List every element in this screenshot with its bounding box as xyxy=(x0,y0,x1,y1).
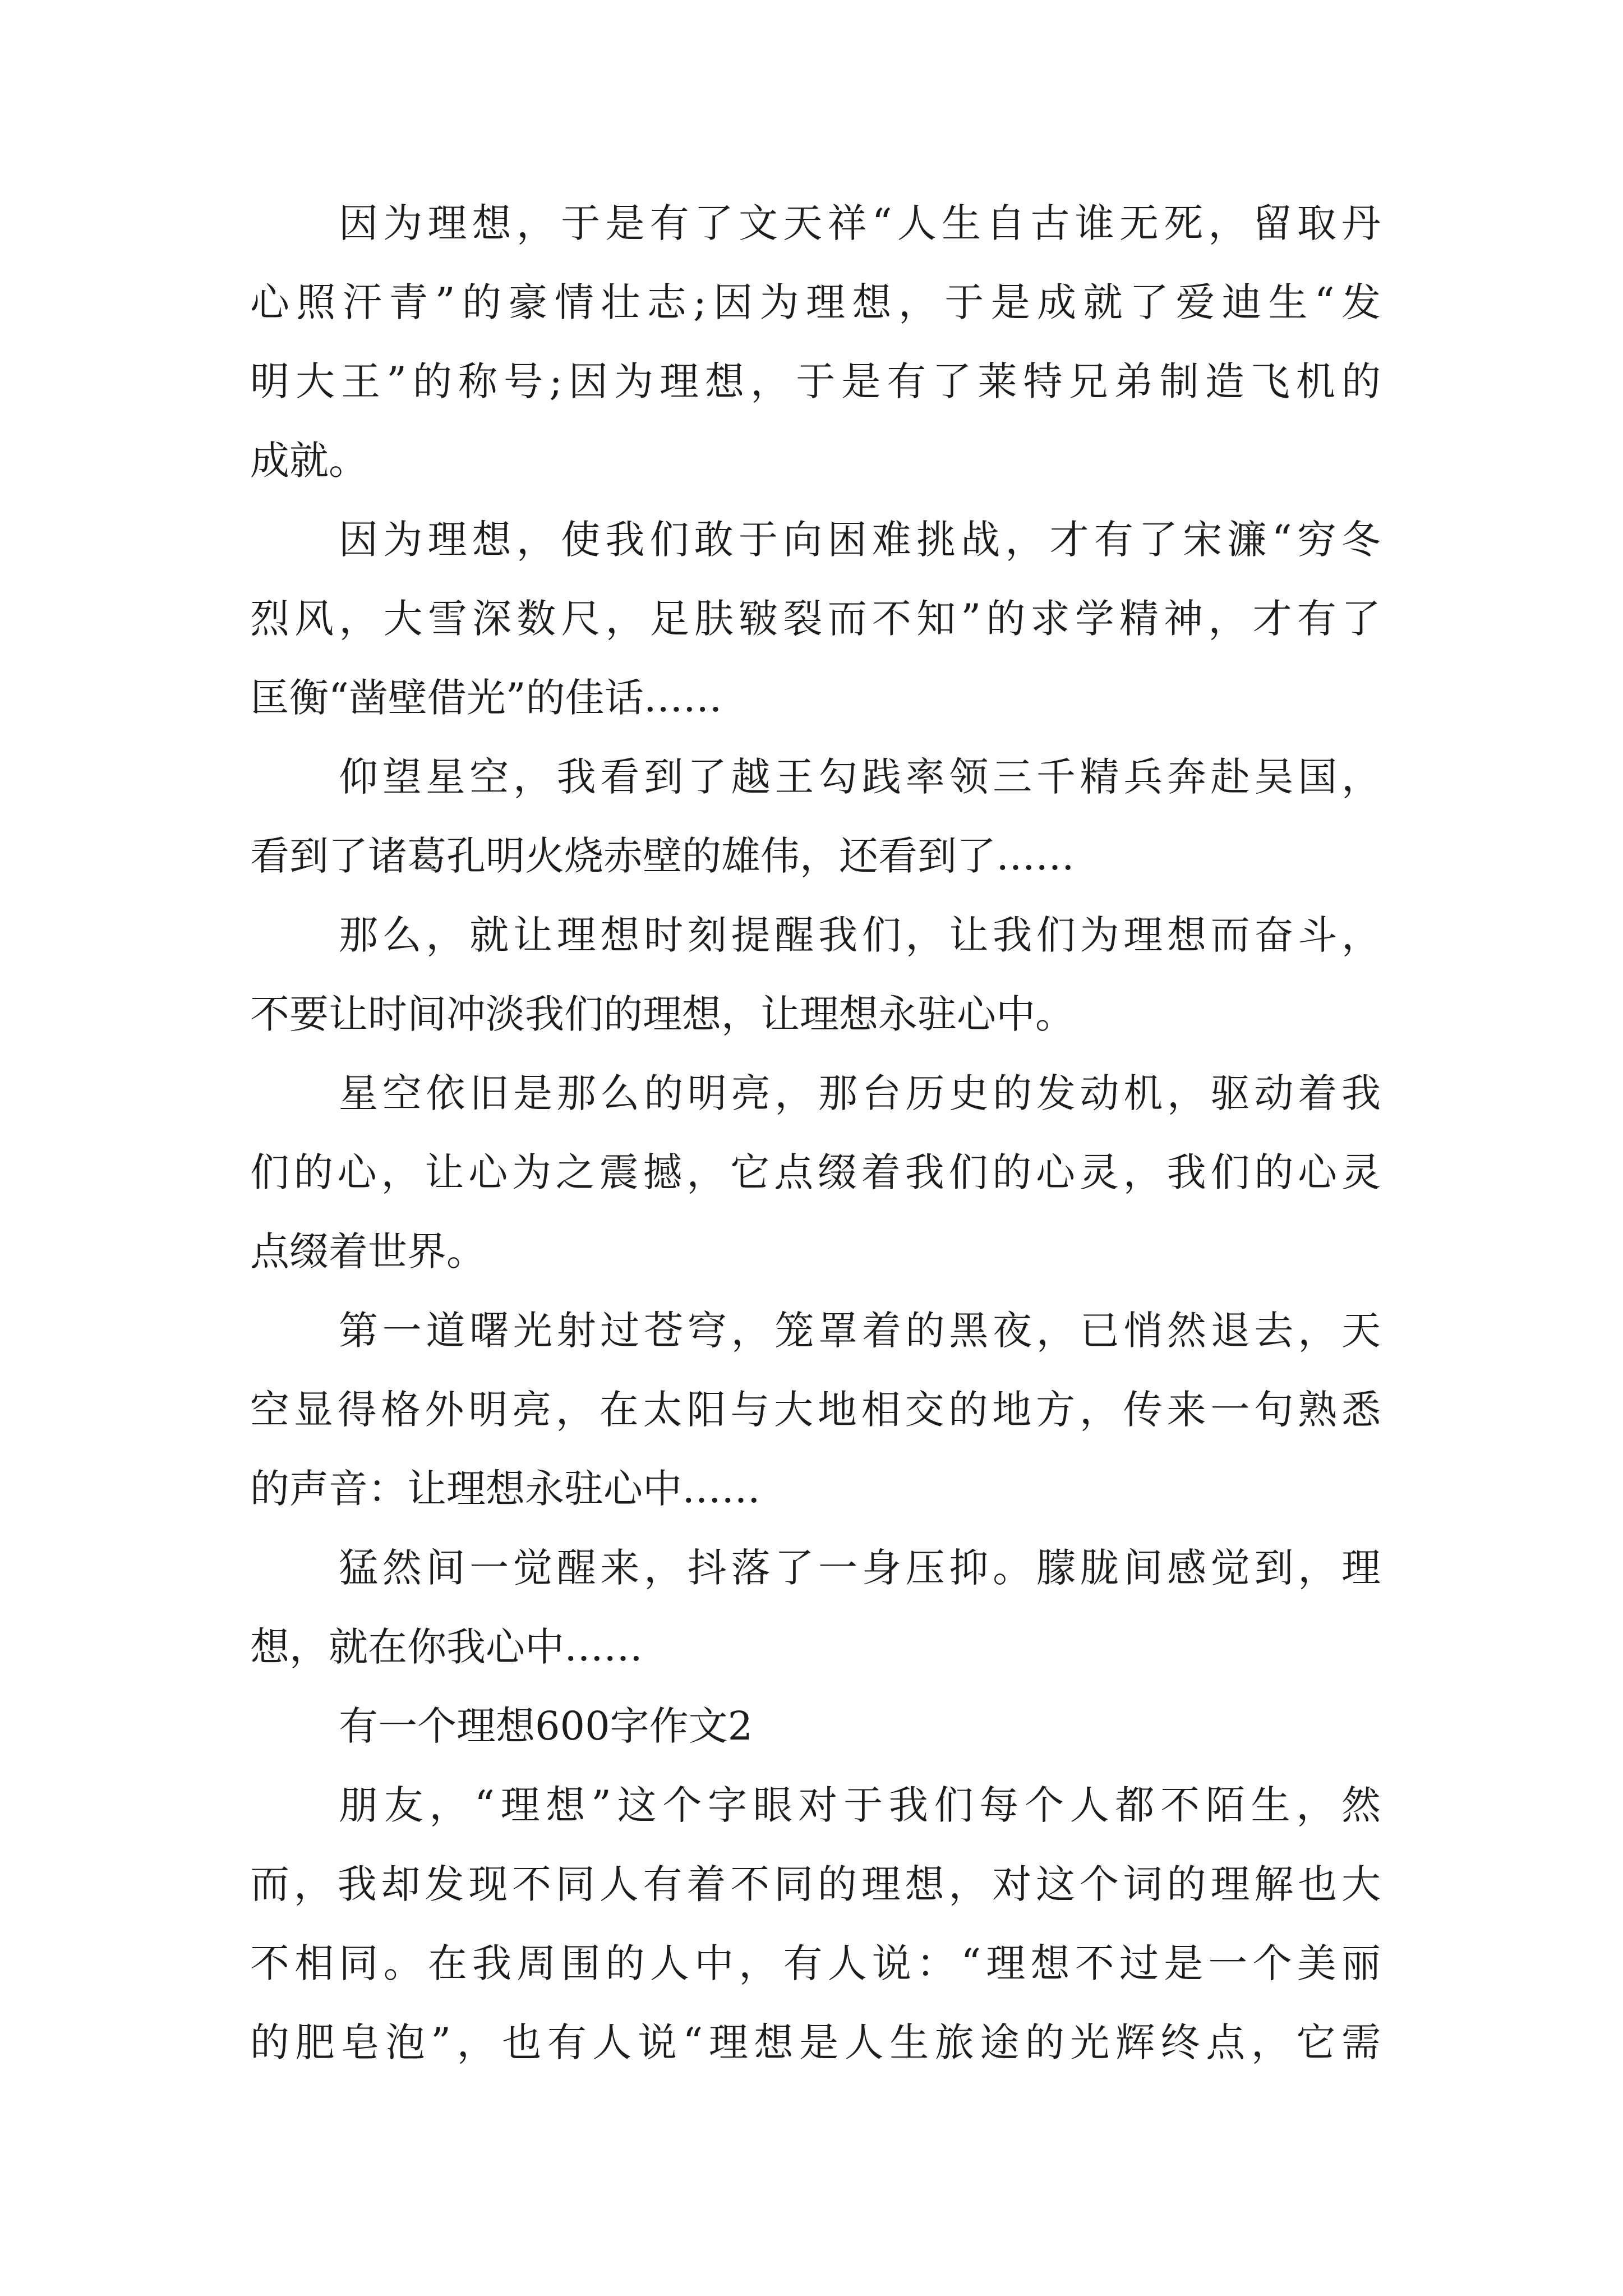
text-line: 匡衡“凿壁借光”的佳话…… xyxy=(250,675,722,721)
text-line: 心照汗青”的豪情壮志;因为理想，于是成就了爱迪生“发 xyxy=(250,279,1381,325)
text-line: 们的心，让心为之震撼，它点缀着我们的心灵，我们的心灵 xyxy=(250,1149,1381,1195)
text-line: 想，就在你我心中…… xyxy=(250,1624,643,1670)
text-line: 的声音：让理想永驻心中…… xyxy=(250,1466,760,1512)
text-line: 因为理想，于是有了文天祥“人生自古谁无死，留取丹 xyxy=(339,200,1381,246)
text-line: 仰望星空，我看到了越王勾践率领三千精兵奔赴吴国， xyxy=(339,754,1381,800)
text-line: 猛然间一觉醒来，抖落了一身压抑。朦胧间感觉到，理 xyxy=(339,1545,1381,1591)
text-line: 朋友，“理想”这个字眼对于我们每个人都不陌生，然 xyxy=(339,1782,1381,1828)
text-line: 的肥皂泡”，也有人说“理想是人生旅途的光辉终点，它需 xyxy=(250,2019,1381,2065)
text-line: 星空依旧是那么的明亮，那台历史的发动机，驱动着我 xyxy=(339,1070,1381,1116)
text-line: 烈风，大雪深数尺，足肤皲裂而不知”的求学精神，才有了 xyxy=(250,596,1381,642)
text-line: 明大王”的称号;因为理想，于是有了莱特兄弟制造飞机的 xyxy=(250,358,1381,404)
text-line: 因为理想，使我们敢于向困难挑战，才有了宋濂“穷冬 xyxy=(339,517,1381,563)
text-line: 那么，就让理想时刻提醒我们，让我们为理想而奋斗， xyxy=(339,912,1381,958)
text-line: 第一道曙光射过苍穹，笼罩着的黑夜，已悄然退去，天 xyxy=(339,1308,1381,1354)
text-line: 空显得格外明亮，在太阳与大地相交的地方，传来一句熟悉 xyxy=(250,1387,1381,1433)
text-line: 点缀着世界。 xyxy=(250,1228,486,1274)
text-line: 不要让时间冲淡我们的理想，让理想永驻心中。 xyxy=(250,991,1075,1037)
text-line: 不相同。在我周围的人中，有人说：“理想不过是一个美丽 xyxy=(250,1940,1381,1986)
text-line: 成就。 xyxy=(250,438,368,484)
text-line: 而，我却发现不同人有着不同的理想，对这个词的理解也大 xyxy=(250,1861,1381,1907)
text-line: 看到了诸葛孔明火烧赤壁的雄伟，还看到了…… xyxy=(250,833,1075,879)
section-heading: 有一个理想600字作文2 xyxy=(339,1703,753,1749)
